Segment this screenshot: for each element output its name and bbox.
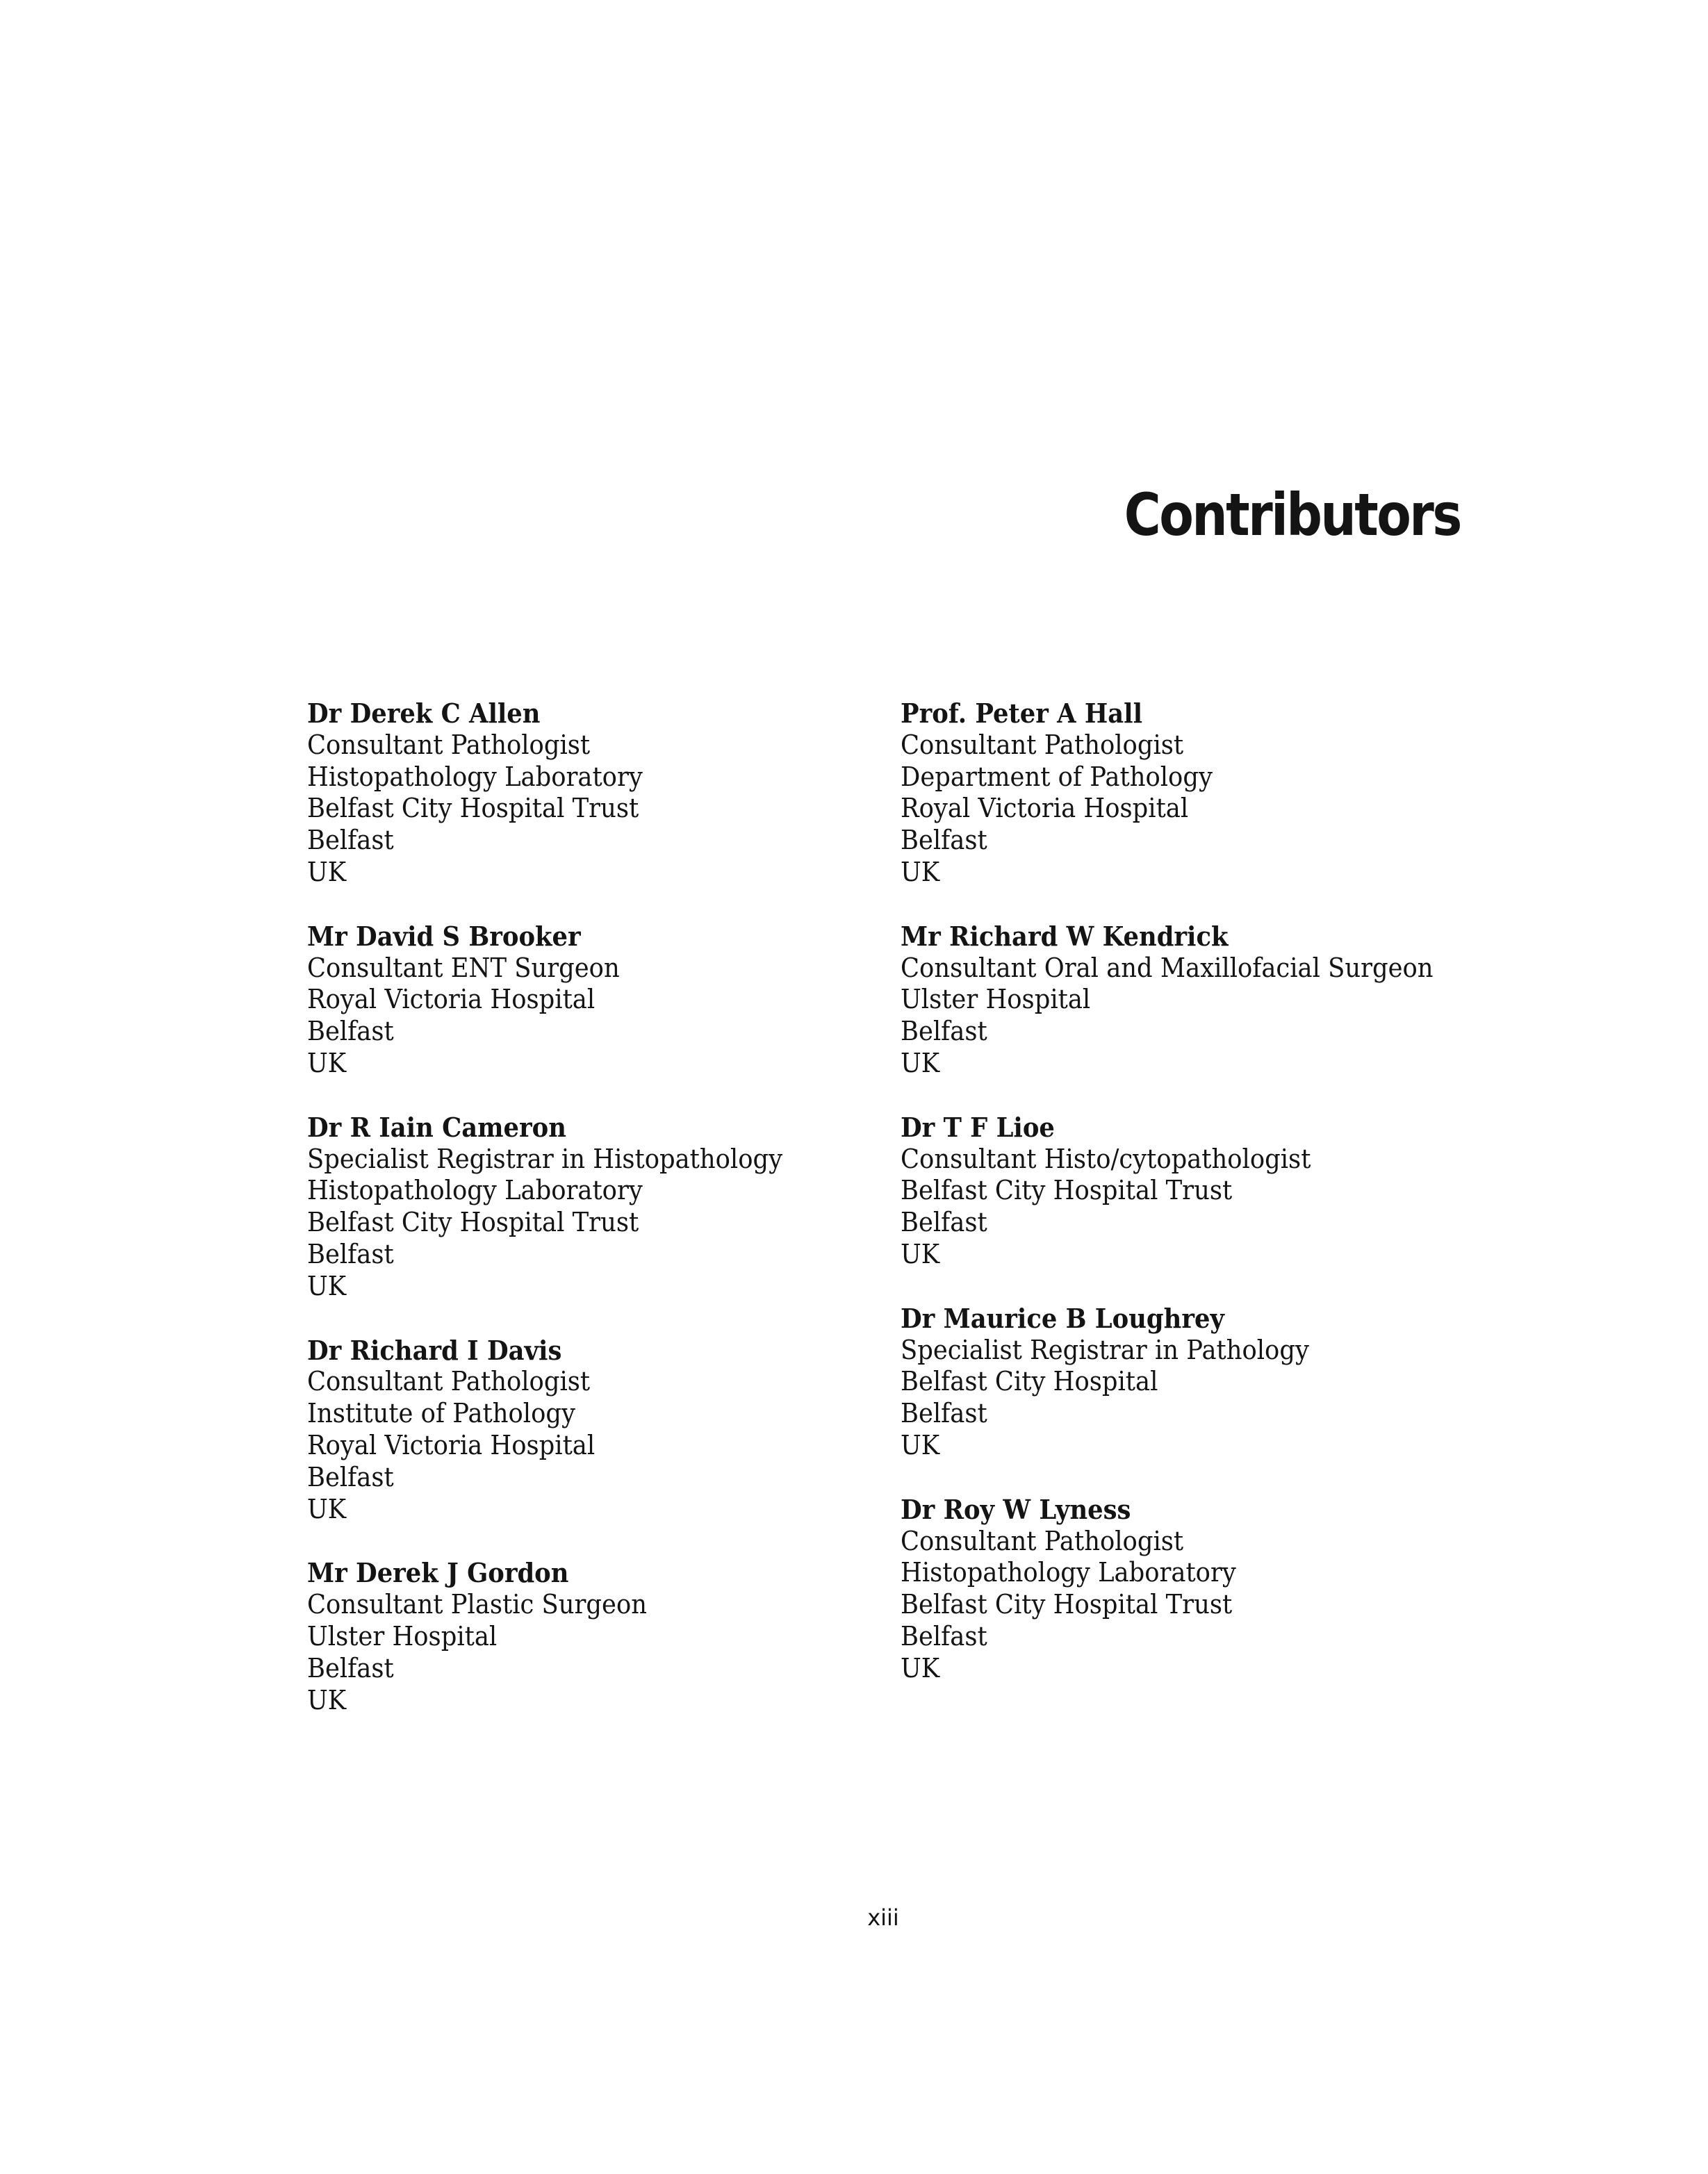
page-title: Contributors bbox=[1124, 481, 1461, 549]
contributor-entry bbox=[307, 1112, 863, 1303]
contributor-detail-line: UK bbox=[901, 856, 940, 887]
contributor-name: Mr Derek J Gordon bbox=[307, 1557, 569, 1589]
contributor-detail-line: Consultant Pathologist bbox=[901, 729, 1184, 760]
contributor-detail-line: Belfast City Hospital bbox=[901, 1366, 1158, 1397]
contributor-detail-line: Histopathology Laboratory bbox=[901, 1557, 1236, 1588]
contributor-detail-line: UK bbox=[307, 1684, 347, 1715]
contributor-name: Dr Maurice B Loughrey bbox=[901, 1302, 1224, 1334]
contributor-detail-line: Belfast City Hospital Trust bbox=[307, 793, 639, 824]
contributor-detail-line: UK bbox=[901, 1429, 940, 1460]
contributor-detail-line: Belfast bbox=[307, 1652, 394, 1683]
contributor-name: Dr Derek C Allen bbox=[307, 698, 541, 729]
contributor-entry bbox=[901, 1112, 1526, 1271]
contributor-detail-line: UK bbox=[901, 1652, 940, 1683]
contributor-name: Dr T F Lioe bbox=[901, 1111, 1055, 1143]
contributor-detail-line: Royal Victoria Hospital bbox=[307, 984, 596, 1015]
contributor-name: Dr Richard I Davis bbox=[307, 1334, 562, 1366]
contributor-detail-line: Ulster Hospital bbox=[901, 984, 1091, 1015]
contributor-detail-line: Royal Victoria Hospital bbox=[901, 793, 1189, 824]
contributor-detail-line: Consultant Histo/cytopathologist bbox=[901, 1143, 1311, 1174]
contributor-entry bbox=[307, 1557, 863, 1716]
contributor-detail-line: Belfast bbox=[307, 1238, 394, 1269]
contributors-left-column bbox=[307, 698, 863, 1748]
contributor-detail-line: Specialist Registrar in Histopathology bbox=[307, 1143, 783, 1174]
contributor-entry bbox=[901, 1494, 1526, 1685]
contributor-detail-line: Belfast bbox=[307, 825, 394, 856]
contributor-entry bbox=[307, 921, 863, 1080]
contributor-detail-line: Belfast bbox=[901, 1207, 987, 1238]
contributor-detail-line: Belfast bbox=[901, 1398, 987, 1429]
contributor-detail-line: UK bbox=[901, 1238, 940, 1269]
contributor-detail-line: Histopathology Laboratory bbox=[307, 761, 643, 792]
contributor-detail-line: Ulster Hospital bbox=[307, 1620, 498, 1652]
contributor-detail-line: Consultant Plastic Surgeon bbox=[307, 1589, 648, 1620]
contributor-name: Prof. Peter A Hall bbox=[901, 698, 1143, 729]
contributor-detail-line: Belfast City Hospital Trust bbox=[901, 1175, 1233, 1206]
contributor-detail-line: UK bbox=[307, 1270, 347, 1301]
contributor-detail-line: Belfast bbox=[307, 1016, 394, 1047]
contributor-detail-line: Belfast bbox=[901, 1016, 987, 1047]
contributor-detail-line: Specialist Registrar in Pathology bbox=[901, 1334, 1309, 1365]
contributor-name: Mr David S Brooker bbox=[307, 920, 581, 952]
contributor-entry bbox=[307, 1335, 863, 1526]
contributors-right-column bbox=[901, 698, 1526, 1717]
contributor-detail-line: Institute of Pathology bbox=[307, 1398, 575, 1429]
contributor-detail-line: Belfast bbox=[307, 1461, 394, 1492]
contributor-detail-line: Belfast bbox=[901, 1620, 987, 1652]
contributor-detail-line: UK bbox=[901, 1047, 940, 1078]
contributor-entry bbox=[307, 698, 863, 889]
contributor-detail-line: UK bbox=[307, 856, 347, 887]
contributor-name: Mr Richard W Kendrick bbox=[901, 920, 1229, 952]
contributor-detail-line: Consultant Pathologist bbox=[307, 1366, 591, 1397]
contributor-detail-line: UK bbox=[307, 1493, 347, 1524]
contributor-detail-line: Belfast City Hospital Trust bbox=[307, 1207, 639, 1238]
contributor-name: Dr R Iain Cameron bbox=[307, 1111, 566, 1143]
contributor-detail-line: Royal Victoria Hospital bbox=[307, 1429, 596, 1460]
contributor-detail-line: Department of Pathology bbox=[901, 761, 1213, 792]
contributor-detail-line: Belfast City Hospital Trust bbox=[901, 1589, 1233, 1620]
contributor-entry bbox=[901, 921, 1526, 1080]
contributor-detail-line: Consultant Pathologist bbox=[307, 729, 591, 760]
contributor-detail-line: Consultant Oral and Maxillofacial Surgeon bbox=[901, 952, 1434, 983]
page-number: xiii bbox=[867, 1904, 899, 1931]
contributor-entry bbox=[901, 1303, 1526, 1462]
contributor-detail-line: Belfast bbox=[901, 825, 987, 856]
contributor-detail-line: UK bbox=[307, 1047, 347, 1078]
contributor-entry bbox=[901, 698, 1526, 889]
contributor-detail-line: Consultant Pathologist bbox=[901, 1525, 1184, 1556]
contributor-name: Dr Roy W Lyness bbox=[901, 1493, 1131, 1525]
contributor-detail-line: Histopathology Laboratory bbox=[307, 1175, 643, 1206]
contributor-detail-line: Consultant ENT Surgeon bbox=[307, 952, 620, 983]
